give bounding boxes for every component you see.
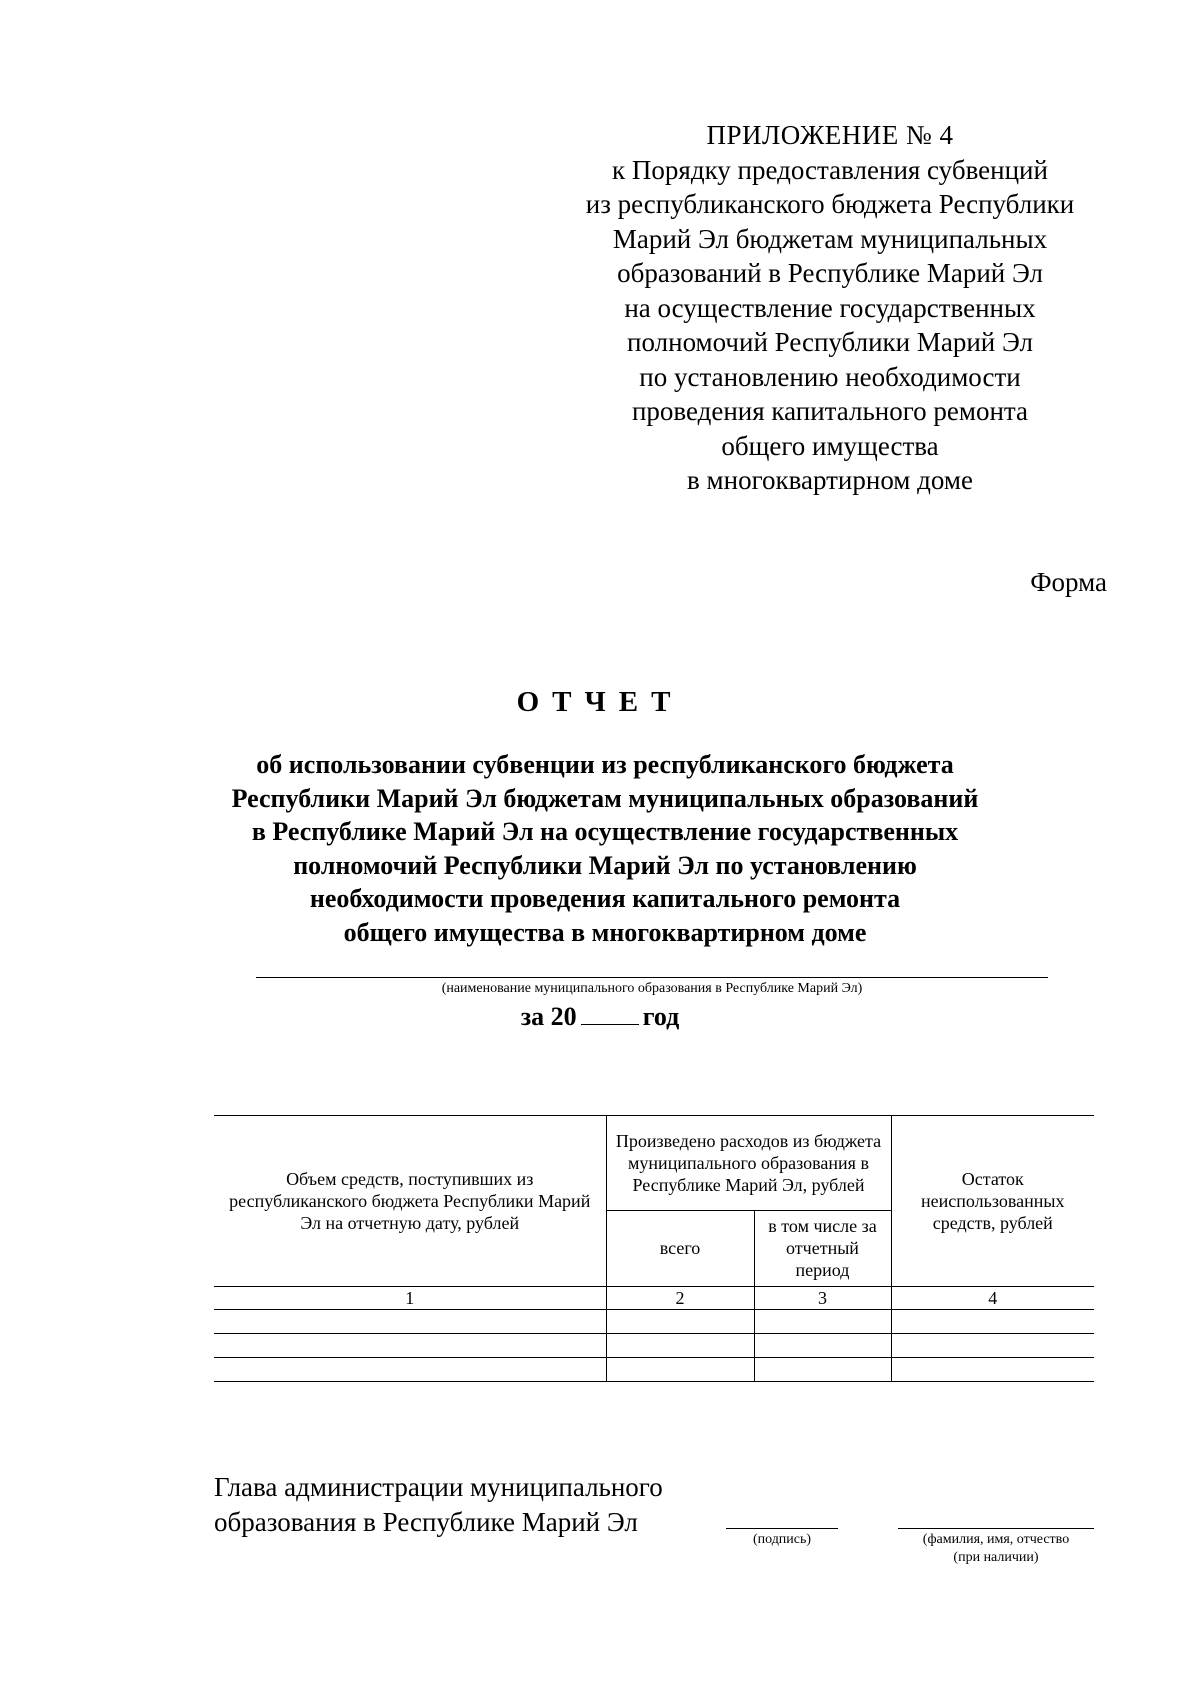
full-name-caption xyxy=(898,1531,1094,1567)
subtitle-line: полномочий Республики Марий Эл по установлению xyxy=(293,850,917,880)
table-cell[interactable] xyxy=(214,1310,606,1334)
signatory-title xyxy=(214,1470,663,1540)
year-suffix: год xyxy=(642,1002,680,1031)
appendix-title: ПРИЛОЖЕНИЕ № 4 xyxy=(706,120,954,150)
municipality-caption: (наименование муниципального образования в Республике Марий Эл) xyxy=(441,981,863,996)
appendix-line: общего имущества xyxy=(721,430,939,461)
column-number: 2 xyxy=(606,1287,754,1310)
appendix-line: образований в Республике Марий Эл xyxy=(617,258,1043,288)
full-name-caption-line: (при наличии) xyxy=(953,1550,1039,1565)
table-row xyxy=(214,1310,1094,1334)
column-number: 3 xyxy=(754,1287,891,1310)
table-cell[interactable] xyxy=(891,1358,1094,1382)
report-year xyxy=(0,1000,1200,1032)
signatory-line: образования в Республике Марий Эл xyxy=(214,1507,638,1537)
year-blank-field[interactable] xyxy=(581,1000,639,1025)
table-cell[interactable] xyxy=(214,1358,606,1382)
table-cell[interactable] xyxy=(606,1334,754,1358)
appendix-line: из республиканского бюджета Республики xyxy=(585,189,1075,219)
report-subtitle xyxy=(180,748,1030,949)
appendix-line: на осуществление государственных xyxy=(624,292,1036,323)
full-name-field[interactable] xyxy=(898,1528,1094,1529)
table-cell[interactable] xyxy=(754,1310,891,1334)
table-cell[interactable] xyxy=(754,1358,891,1382)
table-cell[interactable] xyxy=(214,1334,606,1358)
table-cell[interactable] xyxy=(754,1334,891,1358)
full-name-caption-line: (фамилия, имя, отчество xyxy=(922,1532,1070,1547)
column-number: 1 xyxy=(214,1287,606,1310)
table-cell[interactable] xyxy=(606,1310,754,1334)
column-number: 4 xyxy=(891,1287,1094,1310)
subtitle-line: в Республике Марий Эл на осуществление государственных xyxy=(251,817,959,846)
report-table xyxy=(214,1115,1094,1382)
appendix-line: проведения капитального ремонта xyxy=(631,396,1029,426)
appendix-line: по установлению необходимости xyxy=(639,361,1021,392)
subtitle-line: Республики Марий Эл бюджетам муниципальных образований xyxy=(231,783,979,813)
appendix-line: к Порядку предоставления субвенций xyxy=(612,154,1048,185)
subtitle-line: общего имущества в многоквартирном доме xyxy=(343,917,867,947)
table-cell[interactable] xyxy=(891,1310,1094,1334)
appendix-line: в многоквартирном доме xyxy=(687,465,973,495)
header-remaining-funds: Остаток неиспользованных средств, рублей xyxy=(891,1116,1094,1287)
signatory-line: Глава администрации муниципального xyxy=(214,1472,663,1502)
report-title: ОТЧЕТ xyxy=(516,686,684,718)
municipality-name-field[interactable] xyxy=(256,977,1048,978)
year-prefix: за 20 xyxy=(520,1002,577,1031)
appendix-line: полномочий Республики Марий Эл xyxy=(627,327,1033,357)
signature-field[interactable] xyxy=(726,1528,838,1529)
signature-caption: (подпись) xyxy=(752,1532,812,1547)
subtitle-line: необходимости проведения капитального ремонта xyxy=(309,884,901,913)
table-cell[interactable] xyxy=(606,1358,754,1382)
table-row xyxy=(214,1334,1094,1358)
header-expenses: Произведено расходов из бюджета муниципального образования в Республике Марий Эл, рублей xyxy=(606,1116,891,1211)
header-total: всего xyxy=(606,1210,754,1286)
header-received-funds: Объем средств, поступивших из республиканского бюджета Республики Марий Эл на отчетную дату, рублей xyxy=(214,1116,606,1287)
form-label: Форма xyxy=(1030,567,1107,597)
table-row xyxy=(214,1358,1094,1382)
header-period: в том числе за отчетный период xyxy=(754,1210,891,1286)
subtitle-line: об использовании субвенции из республиканского бюджета xyxy=(256,750,954,779)
appendix-line: Марий Эл бюджетам муниципальных xyxy=(612,223,1048,254)
appendix-header xyxy=(560,118,1100,498)
table-cell[interactable] xyxy=(891,1334,1094,1358)
